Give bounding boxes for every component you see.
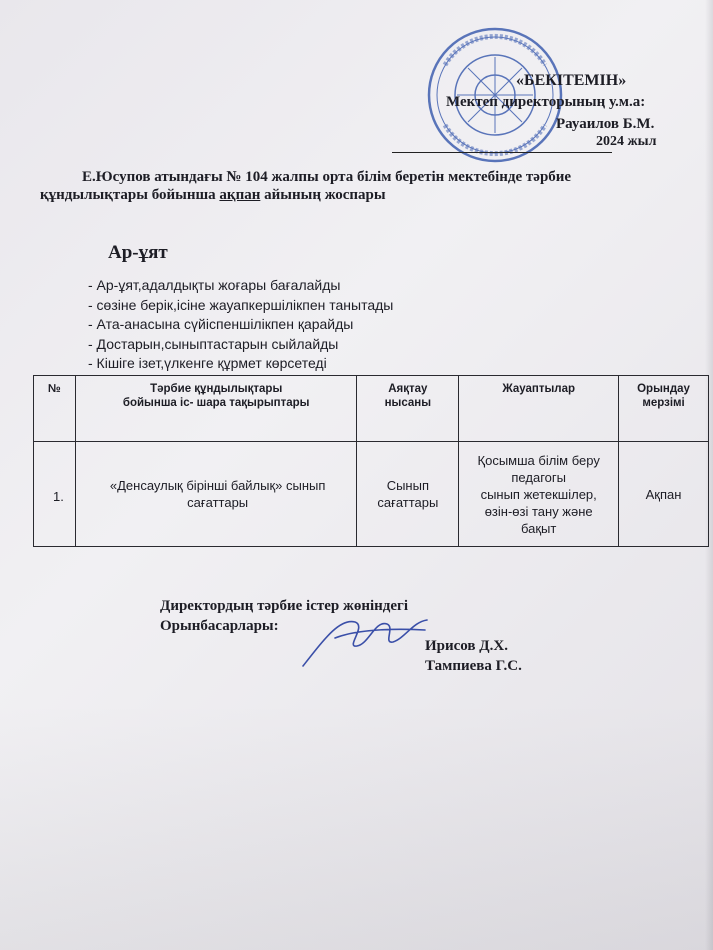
document-title [40,168,680,204]
approval-signature-line [392,152,612,153]
header-form [357,376,459,442]
header-event-line: бойынша іс- шара тақырыптары [122,397,310,409]
bullet-item: - Достарын,сыныптастарын сыйлайды [88,335,339,352]
cell-responsible-line: бақыт [520,520,557,536]
cell-deadline: Ақпан [619,442,709,547]
cell-form [357,442,459,547]
title-line-2-end: айының жоспары [260,187,386,203]
cell-form-line: сағаттары [377,495,439,510]
bullet-item: - Ата-анасына сүйіспеншілікпен қарайды [88,316,354,332]
header-event-line: Тәрбие құндылықтары [150,383,283,395]
cell-num: 1. [34,442,76,547]
cell-responsible-line: Қосымша білім беру [477,452,600,468]
approval-position: Мектеп директорының у.м.а: [446,94,646,110]
bullet-item: - Ар-ұят,адалдықты жоғары бағалайды [88,277,341,293]
header-deadline-line: мерзімі [642,397,685,409]
header-num: № [34,376,76,442]
approval-name: Рауаилов Б.М. [556,116,655,132]
header-form-line: нысаны [384,397,432,409]
signatory-name: Тампиева Г.С. [425,658,522,674]
footer-line-1: Директордың тәрбие істер жөніндегі [160,598,409,614]
bullet-item: - Кішіге ізет,үлкенге құрмет көрсетеді [88,355,327,371]
cell-responsible-line: өзін-өзі тану және [484,503,593,519]
table-row [34,442,709,547]
title-line-2-start: құндылықтары бойынша [40,187,220,203]
title-line-2 [40,186,680,204]
header-deadline [619,376,709,442]
header-deadline-line: Орындау [637,383,690,395]
footer-line-2: Орынбасарлары: [160,618,279,634]
bullet-item: - сөзіне берік,ісіне жауапкершілікпен танытады [88,296,394,313]
header-form-line: Аяқтау [388,383,428,395]
cell-form-line: Сынып [386,478,429,493]
title-line-1: Е.Юсупов атындағы № 104 жалпы орта білім беретін мектебінде тәрбие [82,169,572,185]
cell-event: «Денсаулық бірінші байлық» сынып сағаттары [75,442,356,547]
header-responsible: Жауаптылар [459,376,619,442]
approval-title: «БЕКІТЕМІН» [516,72,627,89]
approval-year: 2024 жыл [596,134,657,149]
title-month: ақпан [219,187,261,203]
plan-table [33,375,709,547]
cell-responsible-line: педагогы [511,469,566,485]
table-header-row [34,376,709,442]
page-shadow [0,700,713,950]
signatory-name: Ирисов Д.Х. [425,638,508,654]
value-bullet-list [88,276,393,374]
value-heading: Ар-ұят [108,242,168,263]
header-event [75,376,356,442]
cell-responsible-line: сынып жетекшілер, [480,486,597,502]
signatory-names [425,636,522,676]
signature-icon [295,608,435,678]
cell-responsible [459,442,619,547]
